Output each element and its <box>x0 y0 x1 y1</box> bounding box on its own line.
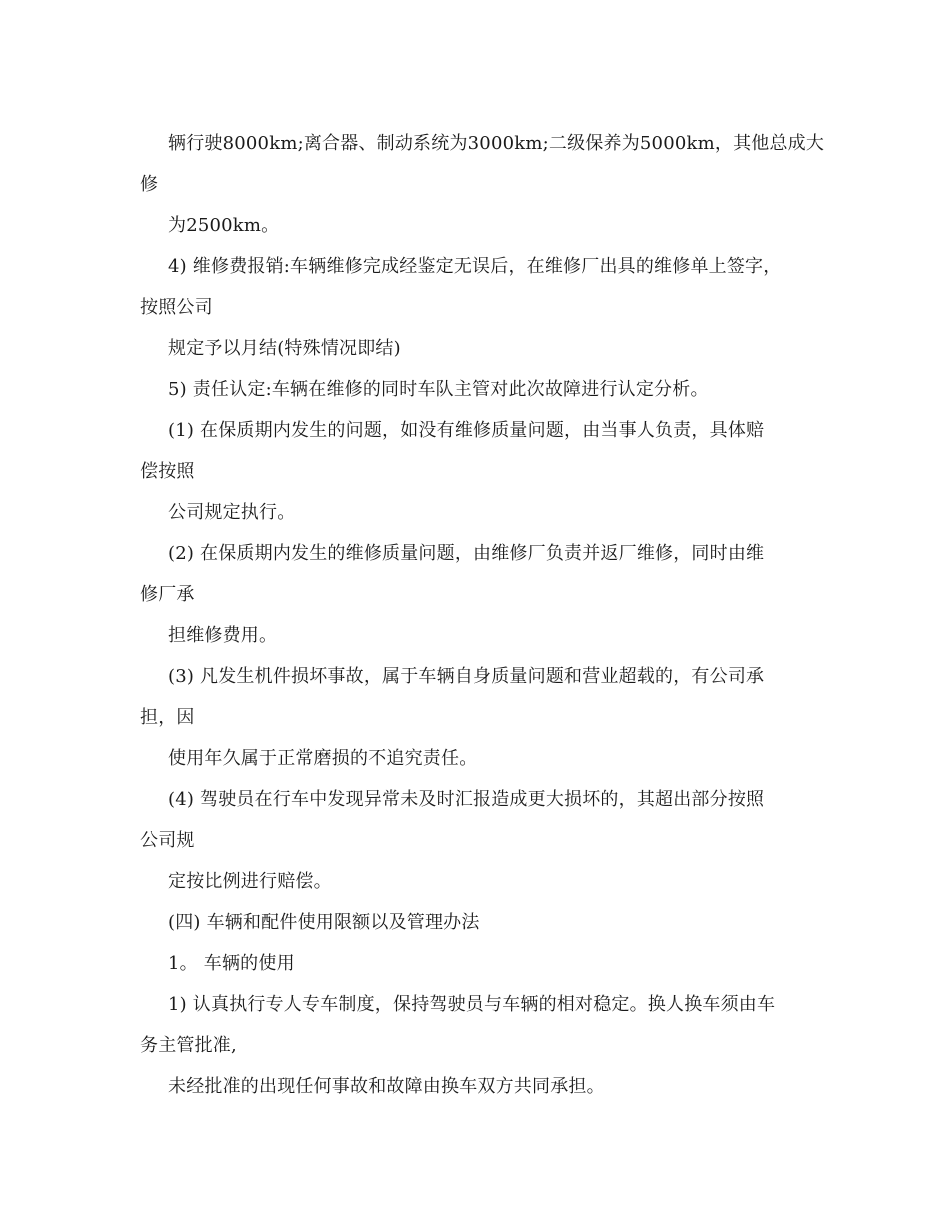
text-line: 1) 认真执行专人专车制度，保持驾驶员与车辆的相对稳定。换人换车须由车 <box>168 994 776 1015</box>
text-line: (4) 驾驶员在行车中发现异常未及时汇报造成更大损坏的，其超出部分按照 <box>168 789 765 810</box>
text-line: 未经批准的出现任何事故和故障由换车双方共同承担。 <box>168 1076 605 1097</box>
text-line: (四) 车辆和配件使用限额以及管理办法 <box>168 912 480 933</box>
text-line: 修 <box>140 174 159 195</box>
text-line: 定按比例进行赔偿。 <box>168 871 332 892</box>
text-line: 偿按照 <box>140 461 195 482</box>
text-line: (1) 在保质期内发生的问题，如没有维修质量问题，由当事人负责，具体赔 <box>168 420 765 441</box>
text-line: 按照公司 <box>140 297 213 318</box>
text-line: 公司规 <box>140 830 195 851</box>
text-line: (3) 凡发生机件损坏事故，属于车辆自身质量问题和营业超载的，有公司承 <box>168 666 765 687</box>
text-line: (2) 在保质期内发生的维修质量问题，由维修厂负责并返厂维修，同时由维 <box>168 543 765 564</box>
text-line: 规定予以月结(特殊情况即结) <box>168 338 401 359</box>
text-line: 担维修费用。 <box>168 625 278 646</box>
text-line: 担，因 <box>140 707 195 728</box>
text-line: 使用年久属于正常磨损的不追究责任。 <box>168 748 478 769</box>
text-line: 为2500km。 <box>168 215 280 236</box>
text-line: 辆行驶8000km;离合器、制动系统为3000km;二级保养为5000km，其他总成大 <box>168 133 825 154</box>
text-line: 公司规定执行。 <box>168 502 296 523</box>
text-line: 修厂承 <box>140 584 195 605</box>
text-line: 4) 维修费报销:车辆维修完成经鉴定无误后，在维修厂出具的维修单上签字， <box>168 256 782 277</box>
text-line: 务主管批准, <box>140 1035 237 1056</box>
text-line: 5) 责任认定:车辆在维修的同时车队主管对此次故障进行认定分析。 <box>168 379 709 400</box>
text-line: 1。 车辆的使用 <box>168 953 295 974</box>
